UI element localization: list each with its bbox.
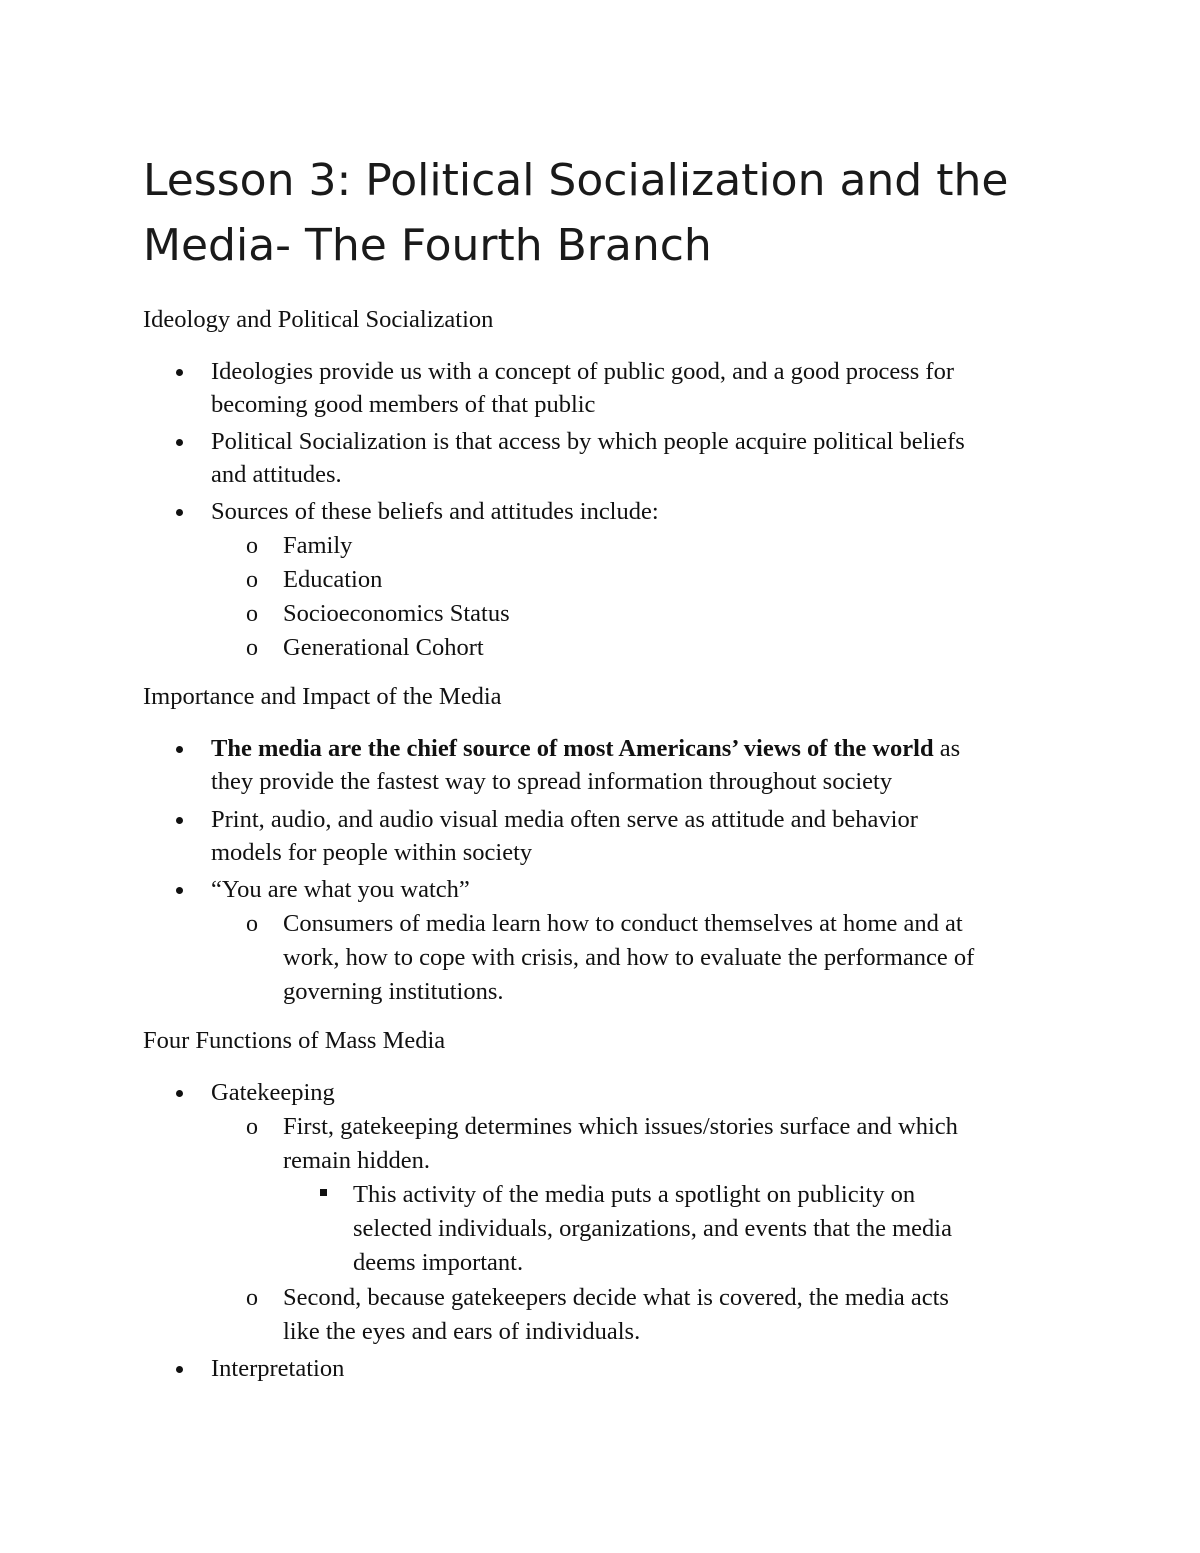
sub-bullet-text: Socioeconomics Status (283, 600, 510, 627)
sub-bullet-text: Education (283, 566, 383, 593)
sub-bullet-icon: o (246, 1114, 258, 1140)
sub-bullet-text: Family (283, 532, 353, 559)
bullet-icon (176, 1366, 183, 1373)
sub-bullet-text: like the eyes and ears of individuals. (283, 1318, 641, 1345)
bullet-text: Political Socialization is that access by which people acquire political beliefs (211, 428, 965, 455)
sub-bullet-icon: o (246, 635, 258, 661)
bullet-text: Print, audio, and audio visual media often serve as attitude and behavior (211, 806, 918, 833)
sub-bullet-text: work, how to cope with crisis, and how to evaluate the performance of (283, 944, 975, 971)
bullet-text: models for people within society (211, 839, 533, 866)
square-bullet-icon (320, 1189, 327, 1196)
sub-bullet-icon: o (246, 533, 258, 559)
bullet-text: and attitudes. (211, 461, 342, 488)
sub-bullet-icon: o (246, 601, 258, 627)
section-heading: Four Functions of Mass Media (143, 1027, 446, 1054)
subsub-bullet-text: This activity of the media puts a spotlight on publicity on (353, 1181, 916, 1208)
bold-text: The media are the chief source of most Americans’ views of the world (211, 735, 934, 762)
sub-bullet-icon: o (246, 911, 258, 937)
bullet-icon (176, 887, 183, 894)
bullet-text (211, 734, 960, 764)
page-title (143, 148, 1103, 278)
bullet-text: Sources of these beliefs and attitudes include: (211, 498, 659, 525)
plain-text: as (933, 735, 961, 762)
bullet-text: Ideologies provide us with a concept of public good, and a good process for (211, 358, 954, 385)
title-line-1: Lesson 3: Political Socialization and the (143, 155, 1009, 206)
subsub-bullet-text: selected individuals, organizations, and events that the media (353, 1215, 952, 1242)
section-heading: Ideology and Political Socialization (143, 306, 494, 333)
sub-bullet-text: Second, because gatekeepers decide what is covered, the media acts (283, 1284, 949, 1311)
title-line-2: Media- The Fourth Branch (143, 220, 712, 271)
bullet-icon (176, 509, 183, 516)
sub-bullet-text: remain hidden. (283, 1147, 430, 1174)
sub-bullet-text: First, gatekeeping determines which issues/stories surface and which (283, 1113, 958, 1140)
sub-bullet-icon: o (246, 567, 258, 593)
sub-bullet-icon: o (246, 1285, 258, 1311)
bullet-icon (176, 746, 183, 753)
bullet-text: Interpretation (211, 1355, 345, 1382)
section-heading: Importance and Impact of the Media (143, 683, 502, 710)
bullet-icon (176, 817, 183, 824)
bullet-icon (176, 1090, 183, 1097)
sub-bullet-text: Generational Cohort (283, 634, 484, 661)
sub-bullet-text: governing institutions. (283, 978, 504, 1005)
bullet-icon (176, 439, 183, 446)
bullet-text: they provide the fastest way to spread information throughout society (211, 768, 893, 795)
sub-bullet-text: Consumers of media learn how to conduct themselves at home and at (283, 910, 963, 937)
bullet-text: becoming good members of that public (211, 391, 596, 418)
bullet-icon (176, 369, 183, 376)
subsub-bullet-text: deems important. (353, 1249, 524, 1276)
bullet-text: Gatekeeping (211, 1079, 335, 1106)
bullet-text: “You are what you watch” (211, 876, 470, 903)
